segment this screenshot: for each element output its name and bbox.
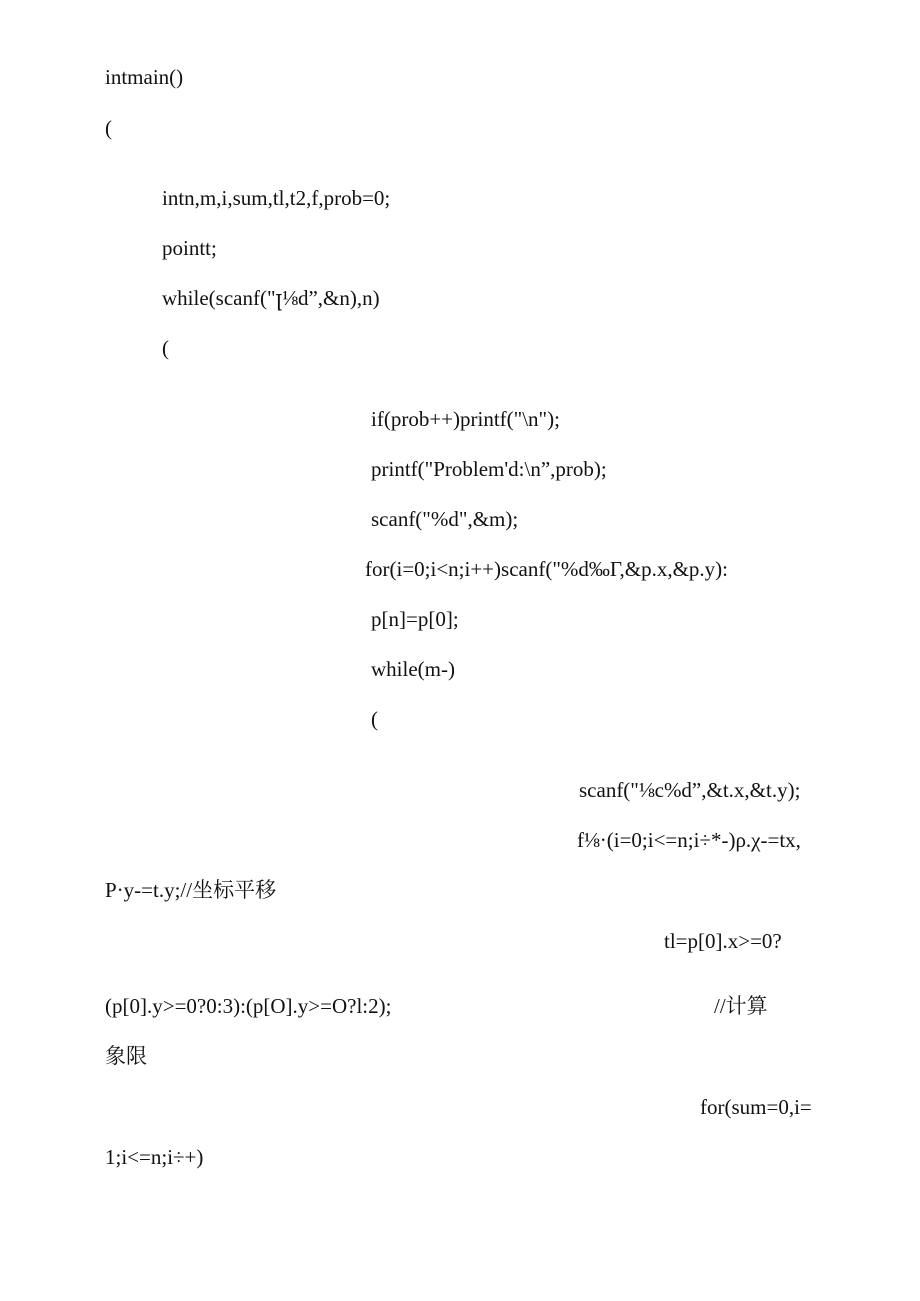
code-line: for(i=0;i<n;i++)scanf("%d‰Γ,&p.x,&p.y): [365,557,728,581]
code-line: for(sum=0,i= [700,1095,812,1119]
code-line: p[n]=p[0]; [371,607,459,631]
code-line: P·y-=t.y;//坐标平移 [105,878,277,902]
code-line: while(m-) [371,657,455,681]
code-line: pointt; [162,236,217,260]
code-line: tl=p[0].x>=0? [664,929,782,953]
code-line: if(prob++)printf("\n"); [371,407,560,431]
code-line: ( [371,707,378,731]
code-line: printf("Problem'd:\n”,prob); [371,457,607,481]
code-line: f⅛·(i=0;i<=n;i÷*-)ρ.χ-=tx, [577,828,801,852]
code-line: 象限 [105,1044,147,1068]
code-line: intmain() [105,65,184,89]
code-line: intn,m,i,sum,tl,t2,f,prob=0; [162,186,391,210]
code-line: ( [162,336,169,360]
code-comment: //计算 [714,994,768,1018]
code-line: 1;i<=n;i÷+) [105,1145,204,1169]
code-line: (p[0].y>=0?0:3):(p[O].y>=O?l:2); [105,994,392,1018]
code-line: scanf("%d",&m); [371,507,519,531]
code-line: scanf("⅛c%d”,&t.x,&t.y); [579,778,801,802]
code-line: while(scanf("ꞁ⅛d”,&n),n) [162,286,380,310]
code-line: ( [105,116,112,140]
